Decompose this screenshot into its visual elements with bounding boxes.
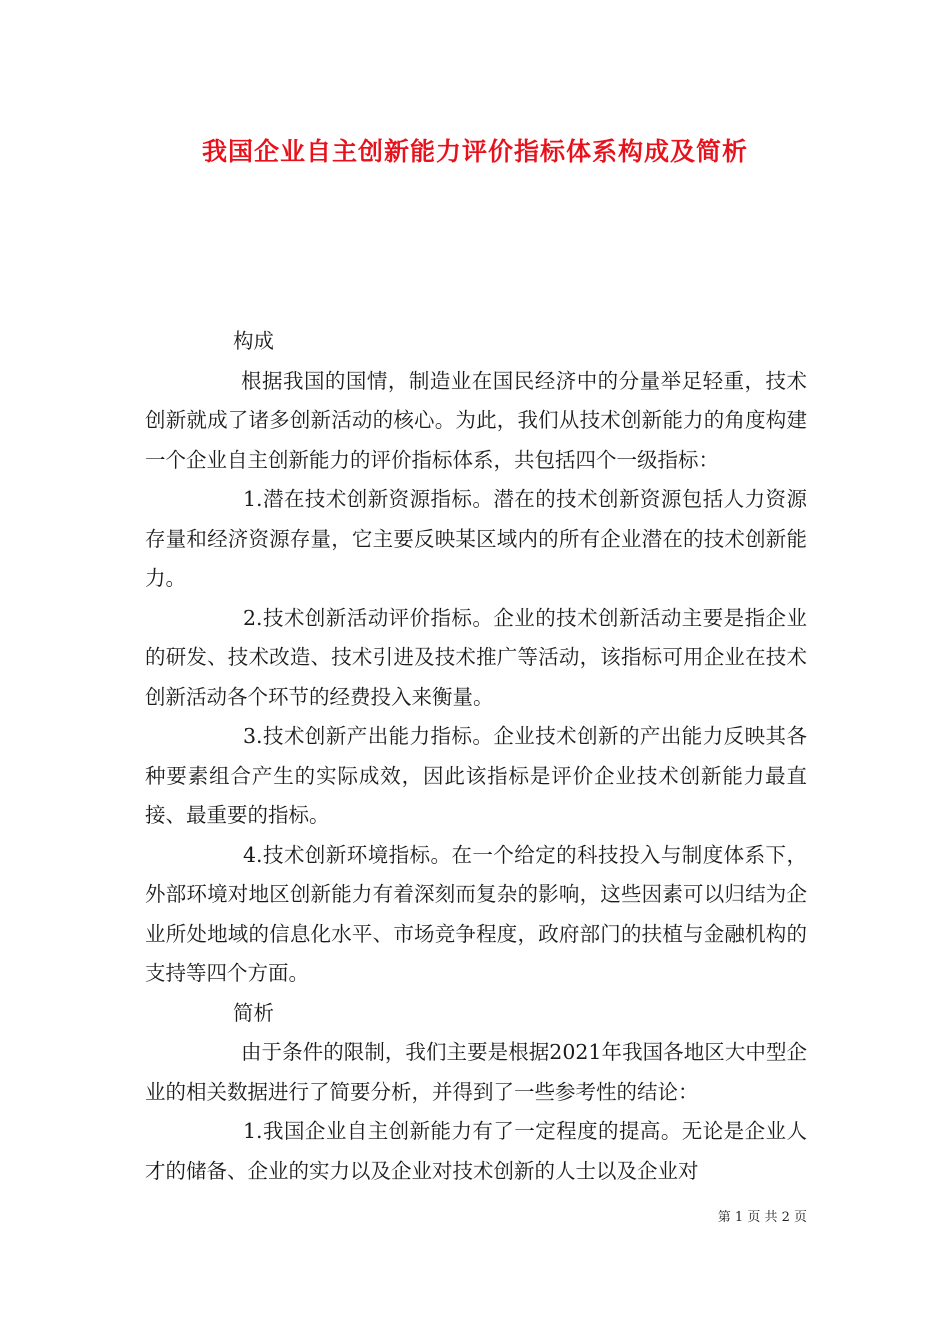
page-number-footer: 第 1 页 共 2 页 [717, 1210, 807, 1225]
section-heading-analysis: 简析 [233, 1000, 274, 1025]
paragraph-conclusion-1: 1.我国企业自主创新能力有了一定程度的提高。无论是企业人才的储备、企业的实力以及企业对技术创新的人士以及企业对 [145, 1119, 807, 1183]
document-body [145, 322, 807, 1191]
document-title: 我国企业自主创新能力评价指标体系构成及简析 [201, 137, 748, 166]
paragraph-analysis-intro: 由于条件的限制，我们主要是根据2021年我国各地区大中型企业的相关数据进行了简要分析，并得到了一些参考性的结论： [145, 1040, 807, 1104]
paragraph-item-1: 1.潜在技术创新资源指标。潜在的技术创新资源包括人力资源存量和经济资源存量，它主要反映某区域内的所有企业潜在的技术创新能力。 [145, 487, 807, 590]
paragraph-item-3: 3.技术创新产出能力指标。企业技术创新的产出能力反映其各种要素组合产生的实际成效，因此该指标是评价企业技术创新能力最直接、最重要的指标。 [145, 724, 807, 827]
paragraph-item-4: 4.技术创新环境指标。在一个给定的科技投入与制度体系下，外部环境对地区创新能力有着深刻而复杂的影响，这些因素可以归结为企业所处地域的信息化水平、市场竞争程度，政府部门的扶植与金融机构的支持等四个方面。 [145, 842, 807, 985]
section-heading-composition: 构成 [233, 329, 274, 353]
paragraph-item-2: 2.技术创新活动评价指标。企业的技术创新活动主要是指企业的研发、技术改造、技术引进及技术推广等活动，该指标可用企业在技术创新活动各个环节的经费投入来衡量。 [145, 605, 807, 709]
paragraph-intro: 根据我国的国情，制造业在国民经济中的分量举足轻重，技术创新就成了诸多创新活动的核心。为此，我们从技术创新能力的角度构建一个企业自主创新能力的评价指标体系，共包括四个一级指标： [145, 368, 807, 472]
